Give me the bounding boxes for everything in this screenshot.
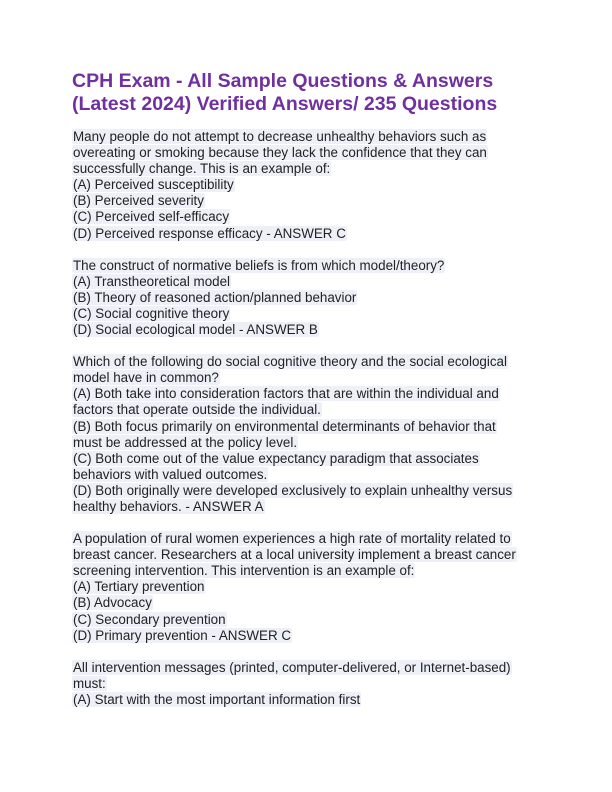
text-highlight: (B) Perceived severity	[73, 193, 204, 209]
text-highlight: (D) Both originally were developed exclusively to explain unhealthy versus	[73, 482, 513, 498]
question-text-line	[72, 161, 550, 177]
text-highlight: (A) Tertiary prevention	[73, 579, 205, 595]
text-highlight: (A) Perceived susceptibility	[73, 177, 234, 193]
text-highlight: Many people do not attempt to decrease unhealthy behaviors such as	[73, 129, 487, 144]
text-highlight: (B) Advocacy	[73, 595, 152, 611]
question-text-line	[72, 402, 550, 418]
question-text-line	[72, 177, 550, 193]
question-block	[72, 258, 550, 338]
text-highlight: factors that operate outside the individual.	[73, 402, 321, 418]
question-text-line	[72, 129, 550, 145]
text-highlight: breast cancer. Researchers at a local university implement a breast cancer	[73, 547, 516, 563]
text-highlight: The construct of normative beliefs is from which model/theory?	[73, 257, 445, 273]
question-text-line	[72, 370, 550, 386]
question-text-line	[72, 209, 550, 225]
text-highlight: (D) Primary prevention - ANSWER C	[73, 627, 292, 643]
text-highlight: screening intervention. This intervention is an example of:	[73, 563, 415, 579]
question-text-line	[72, 274, 550, 290]
text-highlight: model have in common?	[73, 370, 219, 386]
question-text-line	[72, 290, 550, 306]
question-text-line	[72, 628, 550, 644]
question-block	[72, 660, 550, 708]
question-text-line	[72, 547, 550, 563]
text-highlight: must:	[73, 675, 106, 691]
question-text-line	[72, 322, 550, 338]
question-text-line	[72, 226, 550, 242]
title-line-2: (Latest 2024) Verified Answers/ 235 Questions	[72, 93, 498, 115]
question-text-line	[72, 451, 550, 467]
question-block	[72, 129, 550, 242]
title-line-1: CPH Exam - All Sample Questions & Answers	[72, 70, 494, 92]
text-highlight: overeating or smoking because they lack the confidence that they can	[73, 145, 487, 161]
text-highlight: (D) Social ecological model - ANSWER B	[73, 322, 318, 338]
text-highlight: (C) Secondary prevention	[73, 611, 226, 627]
question-text-line	[72, 660, 550, 676]
question-text-line	[72, 563, 550, 579]
question-text-line	[72, 419, 550, 435]
question-text-line	[72, 306, 550, 322]
question-text-line	[72, 258, 550, 274]
question-text-line	[72, 467, 550, 483]
text-highlight: A population of rural women experiences a high rate of mortality related to	[73, 531, 511, 547]
question-text-line	[72, 193, 550, 209]
text-highlight: behaviors with valued outcomes.	[73, 466, 268, 482]
question-text-line	[72, 612, 550, 628]
question-text-line	[72, 692, 550, 708]
question-block	[72, 354, 550, 515]
text-highlight: successfully change. This is an example of:	[73, 161, 331, 177]
question-list	[72, 129, 550, 708]
text-highlight: (B) Theory of reasoned action/planned behavior	[73, 289, 357, 305]
question-text-line	[72, 579, 550, 595]
question-text-line	[72, 386, 550, 402]
question-block	[72, 531, 550, 644]
text-highlight: (C) Perceived self-efficacy	[73, 209, 230, 225]
question-text-line	[72, 354, 550, 370]
text-highlight: Which of the following do social cognitive theory and the social ecological	[73, 354, 507, 370]
text-highlight: (A) Transtheoretical model	[73, 273, 231, 289]
text-highlight: healthy behaviors. - ANSWER A	[73, 498, 264, 514]
text-highlight: must be addressed at the policy level.	[73, 434, 298, 450]
text-highlight: All intervention messages (printed, computer-delivered, or Internet-based)	[73, 659, 511, 675]
document-title	[72, 70, 550, 116]
text-highlight: (C) Social cognitive theory	[73, 305, 230, 321]
question-text-line	[72, 531, 550, 547]
text-highlight: (C) Both come out of the value expectancy paradigm that associates	[73, 450, 479, 466]
question-text-line	[72, 499, 550, 515]
question-text-line	[72, 595, 550, 611]
question-text-line	[72, 435, 550, 451]
question-text-line	[72, 145, 550, 161]
text-highlight: (B) Both focus primarily on environmental determinants of behavior that	[73, 418, 496, 434]
text-highlight: (D) Perceived response efficacy - ANSWER C	[73, 225, 346, 241]
document-page	[72, 70, 550, 724]
question-text-line	[72, 676, 550, 692]
text-highlight: (A) Start with the most important information first	[73, 691, 361, 707]
text-highlight: (A) Both take into consideration factors that are within the individual and	[73, 386, 499, 402]
question-text-line	[72, 483, 550, 499]
